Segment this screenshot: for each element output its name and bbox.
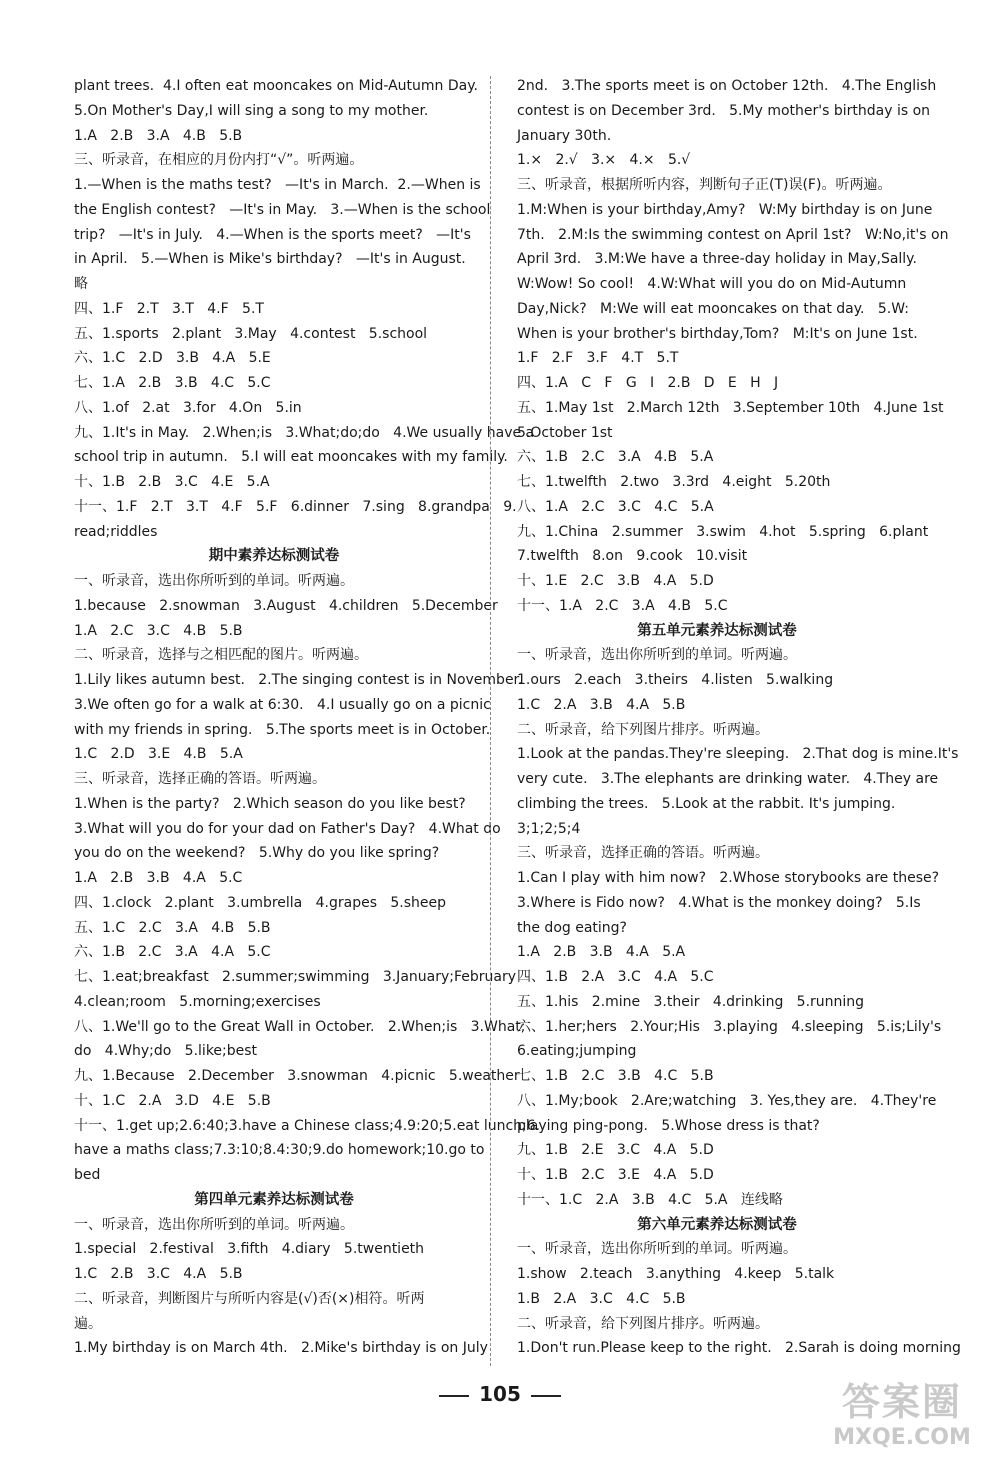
text-line: trip? —It's in July. 4.—When is the sports meet? —It's: [74, 226, 471, 243]
text-line: 1.B 2.A 3.C 4.C 5.B: [517, 1290, 686, 1307]
text-line: 五、1.May 1st 2.March 12th 3.September 10th 4.June 1st: [517, 399, 944, 416]
text-line: 五、1.C 2.C 3.A 4.B 5.B: [74, 919, 271, 936]
text-line: 略: [74, 276, 88, 292]
text-line: 四、1.A C F G I 2.B D E H J: [517, 375, 779, 391]
page-number-dash-left: [439, 1395, 469, 1397]
text-line: 十、1.B 2.B 3.C 4.E 5.A: [74, 474, 270, 490]
text-line: 3.Where is Fido now? 4.What is the monkey doing? 5.Is: [517, 894, 921, 911]
text-line: 八、1.A 2.C 3.C 4.C 5.A: [517, 498, 714, 515]
section-title: 第六单元素养达标测试卷: [637, 1216, 797, 1233]
text-line: 七、1.B 2.C 3.B 4.C 5.B: [517, 1068, 714, 1084]
text-line: 1.F 2.F 3.F 4.T 5.T: [517, 350, 679, 367]
text-line: 3.What will you do for your dad on Father's Day? 4.What do: [74, 820, 501, 837]
text-line: 1.A 2.C 3.C 4.B 5.B: [74, 622, 243, 639]
text-line: 1.My birthday is on March 4th. 2.Mike's birthday is on July: [74, 1340, 488, 1357]
text-line: April 3rd. 3.M:We have a three-day holiday in May,Sally.: [517, 251, 917, 268]
text-line: W:Wow! So cool! 4.W:What will you do on Mid-Autumn: [517, 276, 907, 292]
text-line: 九、1.Because 2.December 3.snowman 4.picnic 5.weather: [74, 1068, 520, 1084]
text-line: 十一、1.A 2.C 3.A 4.B 5.C: [517, 597, 728, 614]
text-line: 二、听录音，判断图片与所听内容是(√)否(×)相符。听两: [74, 1290, 425, 1307]
text-line: have a maths class;7.3:10;8.4:30;9.do homework;10.go to: [74, 1142, 485, 1159]
text-line: 遍。: [74, 1315, 102, 1332]
section-title: 期中素养达标测试卷: [208, 548, 340, 565]
text-line: Day,Nick? M:We will eat mooncakes on that day. 5.W:: [517, 300, 909, 317]
right-column: [517, 74, 961, 1361]
text-line: 2nd. 3.The sports meet is on October 12th. 4.The English: [517, 78, 937, 94]
text-line: the dog eating?: [517, 919, 627, 936]
text-line: 1.Look at the pandas.They're sleeping. 2.That dog is mine.It's: [517, 746, 959, 763]
text-line: 5.On Mother's Day,I will sing a song to my mother.: [74, 102, 429, 119]
text-line: very cute. 3.The elephants are drinking water. 4.They are: [517, 771, 939, 787]
watermark-logo: [822, 1379, 982, 1459]
text-line: 1.A 2.B 3.B 4.A 5.C: [74, 870, 243, 886]
text-line: 十、1.B 2.C 3.E 4.A 5.D: [517, 1167, 714, 1183]
text-line: plant trees. 4.I often eat mooncakes on Mid-Autumn Day.: [74, 78, 478, 94]
text-line: 三、听录音，在相应的月份内打“√”。听两遍。: [74, 152, 364, 169]
text-line: read;riddles: [74, 523, 158, 540]
page-number-dash-right: [531, 1395, 561, 1397]
text-line: 一、听录音，选出你所听到的单词。听两遍。: [517, 647, 797, 664]
text-line: 6.eating;jumping: [517, 1043, 637, 1060]
text-line: school trip in autumn. 5.I will eat mooncakes with my family.: [74, 449, 508, 466]
text-line: 4.clean;room 5.morning;exercises: [74, 993, 321, 1010]
text-line: do 4.Why;do 5.like;best: [74, 1043, 258, 1060]
text-line: 1.C 2.A 3.B 4.A 5.B: [517, 696, 686, 713]
text-line: 一、听录音，选出你所听到的单词。听两遍。: [74, 573, 354, 589]
text-line: 六、1.B 2.C 3.A 4.B 5.A: [517, 449, 714, 466]
watermark-title: 答案圈: [841, 1380, 962, 1424]
text-line: 四、1.B 2.A 3.C 4.A 5.C: [517, 969, 714, 985]
text-line: 7th. 2.M:Is the swimming contest on April 1st? W:No,it's on: [517, 226, 949, 243]
text-line: 九、1.China 2.summer 3.swim 4.hot 5.spring 6.plant: [517, 523, 929, 540]
section-title: 第四单元素养达标测试卷: [194, 1191, 354, 1208]
text-line: 1.× 2.√ 3.× 4.× 5.√: [517, 152, 691, 169]
text-line: 一、听录音，选出你所听到的单词。听两遍。: [517, 1241, 797, 1258]
text-line: 1.C 2.D 3.E 4.B 5.A: [74, 746, 243, 763]
text-line: 3.We often go for a walk at 6:30. 4.I usually go on a picnic: [74, 696, 491, 713]
text-line: 六、1.C 2.D 3.B 4.A 5.E: [74, 350, 271, 367]
text-line: 1.M:When is your birthday,Amy? W:My birthday is on June: [517, 201, 933, 218]
text-line: 1.C 2.B 3.C 4.A 5.B: [74, 1266, 243, 1282]
text-line: 六、1.her;hers 2.Your;His 3.playing 4.sleeping 5.is;Lily's: [517, 1018, 942, 1035]
text-line: 1.show 2.teach 3.anything 4.keep 5.talk: [517, 1266, 835, 1282]
text-line: 五、1.his 2.mine 3.their 4.drinking 5.running: [517, 993, 865, 1010]
text-line: 十一、1.C 2.A 3.B 4.C 5.A 连线略: [517, 1191, 783, 1208]
text-line: you do on the weekend? 5.Why do you like spring?: [74, 845, 440, 862]
text-line: 十一、1.F 2.T 3.T 4.F 5.F 6.dinner 7.sing 8.grandpa 9.: [74, 498, 517, 515]
left-column: [74, 74, 541, 1361]
text-line: in April. 5.—When is Mike's birthday? —It's in August.: [74, 251, 466, 268]
text-line: 1.—When is the maths test? —It's in March. 2.—When is: [74, 177, 481, 193]
watermark-url: MXQE.COM: [833, 1425, 971, 1450]
page-number-text: 105: [479, 1382, 521, 1406]
text-line: 1.A 2.B 3.B 4.A 5.A: [517, 944, 686, 961]
text-line: 九、1.It's in May. 2.When;is 3.What;do;do 4.We usually have a: [74, 424, 535, 441]
text-line: 七、1.eat;breakfast 2.summer;swimming 3.January;February: [74, 969, 517, 985]
text-line: 一、听录音，选出你所听到的单词。听两遍。: [74, 1216, 354, 1233]
text-line: 二、听录音，给下列图片排序。听两遍。: [517, 1315, 769, 1332]
text-line: 八、1.My;book 2.Are;watching 3. Yes,they are. 4.They're: [517, 1092, 937, 1109]
text-line: 7.twelfth 8.on 9.cook 10.visit: [517, 548, 748, 565]
text-line: 十、1.C 2.A 3.D 4.E 5.B: [74, 1092, 271, 1109]
text-line: 四、1.clock 2.plant 3.umbrella 4.grapes 5.sheep: [74, 894, 446, 911]
text-line: 七、1.twelfth 2.two 3.3rd 4.eight 5.20th: [517, 474, 831, 490]
text-line: 1.A 2.B 3.A 4.B 5.B: [74, 127, 243, 144]
text-line: 3;1;2;5;4: [517, 820, 581, 837]
text-line: 六、1.B 2.C 3.A 4.A 5.C: [74, 944, 271, 961]
text-line: 十一、1.get up;2.6:40;3.have a Chinese class;4.9:20;5.eat lunch;6.: [74, 1117, 541, 1134]
text-line: the English contest? —It's in May. 3.—When is the school: [74, 201, 491, 218]
text-line: 七、1.A 2.B 3.B 4.C 5.C: [74, 375, 271, 391]
text-line: 八、1.We'll go to the Great Wall in October. 2.When;is 3.What;: [74, 1018, 526, 1035]
text-line: 五、1.sports 2.plant 3.May 4.contest 5.school: [74, 325, 428, 342]
text-line: contest is on December 3rd. 5.My mother's birthday is on: [517, 102, 931, 119]
text-line: 三、听录音，选择正确的答语。听两遍。: [517, 845, 769, 862]
text-line: 三、听录音，根据所听内容，判断句子正(T)误(F)。听两遍。: [517, 177, 892, 193]
text-line: 二、听录音，给下列图片排序。听两遍。: [517, 721, 769, 738]
text-line: 1.Lily likes autumn best. 2.The singing contest is in November.: [74, 672, 523, 688]
text-line: bed: [74, 1167, 101, 1183]
text-line: 十、1.E 2.C 3.B 4.A 5.D: [517, 573, 714, 589]
text-line: When is your brother's birthday,Tom? M:It's on June 1st.: [517, 325, 918, 342]
text-line: 1.because 2.snowman 3.August 4.children 5.December: [74, 597, 498, 614]
text-line: 1.Don't run.Please keep to the right. 2.Sarah is doing morning: [517, 1340, 961, 1357]
text-line: 三、听录音，选择正确的答语。听两遍。: [74, 771, 326, 787]
text-line: 1.When is the party? 2.Which season do you like best?: [74, 795, 466, 812]
text-line: playing ping-pong. 5.Whose dress is that?: [517, 1117, 820, 1134]
text-line: January 30th.: [517, 127, 612, 144]
text-line: with my friends in spring. 5.The sports meet is in October.: [74, 721, 491, 738]
section-title: 第五单元素养达标测试卷: [637, 622, 797, 639]
text-line: 1.ours 2.each 3.theirs 4.listen 5.walking: [517, 672, 834, 688]
column-divider: [490, 76, 491, 1366]
text-line: 八、1.of 2.at 3.for 4.On 5.in: [74, 399, 302, 416]
text-line: 二、听录音，选择与之相匹配的图片。听两遍。: [74, 647, 368, 664]
text-line: 四、1.F 2.T 3.T 4.F 5.T: [74, 300, 264, 317]
text-line: 九、1.B 2.E 3.C 4.A 5.D: [517, 1142, 714, 1159]
text-line: climbing the trees. 5.Look at the rabbit. It's jumping.: [517, 795, 896, 812]
text-line: 5.October 1st: [517, 424, 613, 441]
text-line: 1.special 2.festival 3.fifth 4.diary 5.twentieth: [74, 1241, 425, 1258]
text-line: 1.Can I play with him now? 2.Whose storybooks are these?: [517, 870, 940, 886]
